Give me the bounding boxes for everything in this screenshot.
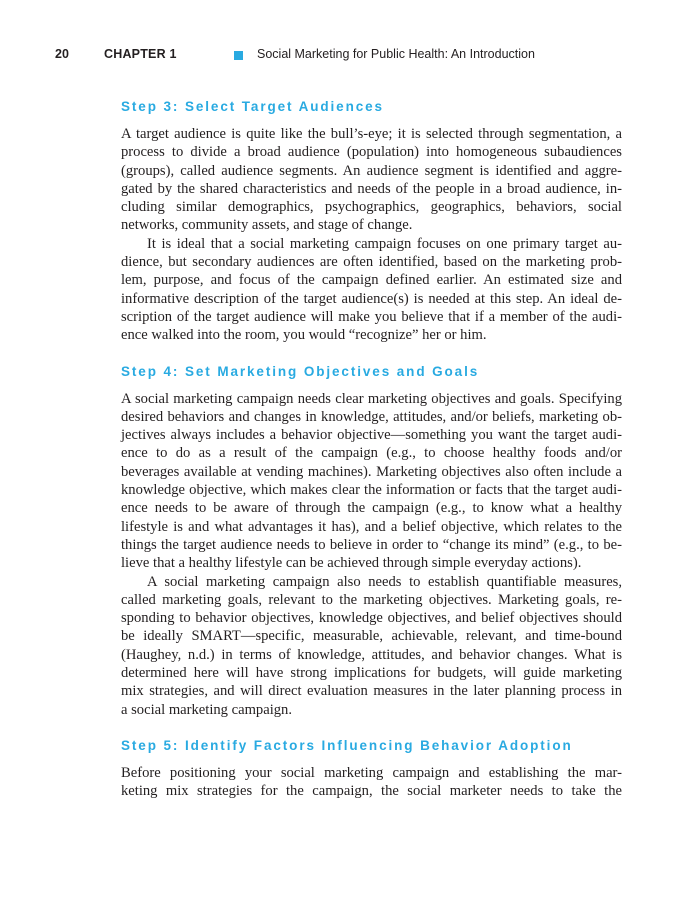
text-line: mix strategies, and will direct evaluation measures in the later planning process in <box>121 683 622 700</box>
text-line: informative description of the target audience(s) is needed at this step. An ideal de- <box>121 290 622 307</box>
text-line: A target audience is quite like the bull’s-eye; it is selected through segmentation, a <box>121 126 622 142</box>
page-number: 20 <box>55 47 69 61</box>
paragraph <box>121 125 622 235</box>
text-line: ence to do as a result of the campaign (e.g., to choose healthy foods and/or <box>121 445 622 462</box>
text-line: sponding to behavior objectives, knowledge objectives, and belief objectives should <box>121 610 622 627</box>
text-line: things the target audience needs to believe in order to “change its mind” (e.g., to be- <box>121 536 622 553</box>
text-line: dience, but secondary audiences are often identified, based on the marketing prob- <box>121 254 622 271</box>
text-line: A social marketing campaign needs clear marketing objectives and goals. Specifying <box>121 390 622 407</box>
text-line: Before positioning your social marketing campaign and establishing the mar- <box>121 764 622 781</box>
text-line: A social marketing campaign also needs to establish quantifiable measures, <box>147 573 622 590</box>
text-line: lem, purpose, and focus of the campaign defined earlier. An estimated size and <box>121 272 622 289</box>
paragraph <box>121 573 622 719</box>
text-line: lieve that a healthy lifestyle can be achieved through simple everyday actions). <box>121 555 582 572</box>
text-line: lifestyle is and what advantages it has), and a belief objective, which relates to the <box>121 518 622 535</box>
chapter-title: Social Marketing for Public Health: An Introduction <box>257 47 535 61</box>
running-head <box>55 47 655 67</box>
text-line: be ideally SMART—specific, measurable, achievable, relevant, and time-bound <box>121 628 622 645</box>
paragraph <box>121 764 622 801</box>
text-line: ence needs to be aware of through the campaign (e.g., to know what a healthy <box>121 500 622 517</box>
text-line: process to divide a broad audience (population) into homogeneous subaudiences <box>121 144 622 161</box>
text-line: jectives always includes a behavior objective—something you want the target audi- <box>121 427 622 444</box>
text-line: called marketing goals, relevant to the marketing objectives. Marketing goals, re- <box>121 591 622 608</box>
text-line: networks, community assets, and stage of change. <box>121 217 413 234</box>
chapter-label: CHAPTER 1 <box>104 47 177 61</box>
text-line: (Haughey, n.d.) in terms of knowledge, attitudes, and behavior changes. What is <box>121 646 622 663</box>
section-heading-step-5: Step 5: Identify Factors Influencing Behavior Adoption <box>121 737 573 753</box>
paragraph <box>121 235 622 345</box>
text-line: cluding similar demographics, psychographics, geographics, behaviors, social <box>121 199 622 216</box>
text-line: gated by the shared characteristics and needs of the people in a broad audience, in- <box>121 180 622 197</box>
text-line: scription of the target audience will make you believe that if a member of the audi- <box>121 308 622 325</box>
text-line: knowledge objective, which makes clear the information or facts that the target audi- <box>121 482 622 499</box>
page-body <box>121 96 622 801</box>
text-line: beverages available at vending machines). Marketing objectives also often include a <box>121 463 622 480</box>
section-heading-step-4: Step 4: Set Marketing Objectives and Goals <box>121 363 480 379</box>
text-line: a social marketing campaign. <box>121 701 293 718</box>
text-line: keting mix strategies for the campaign, the social marketer needs to take the <box>121 783 622 800</box>
chapter-square-icon <box>234 51 243 60</box>
text-line: ence walked into the room, you would “recognize” her or him. <box>121 327 487 344</box>
paragraph <box>121 390 622 573</box>
section-heading-step-3: Step 3: Select Target Audiences <box>121 99 384 114</box>
text-line: determined here will have strong implications for budgets, will guide marketing <box>121 665 622 682</box>
text-line: desired behaviors and changes in knowledge, attitudes, and/or beliefs, marketing ob- <box>121 408 622 425</box>
text-line: (groups), called audience segments. An audience segment is identified and aggre- <box>121 162 622 179</box>
text-line: It is ideal that a social marketing campaign focuses on one primary target au- <box>147 235 622 252</box>
